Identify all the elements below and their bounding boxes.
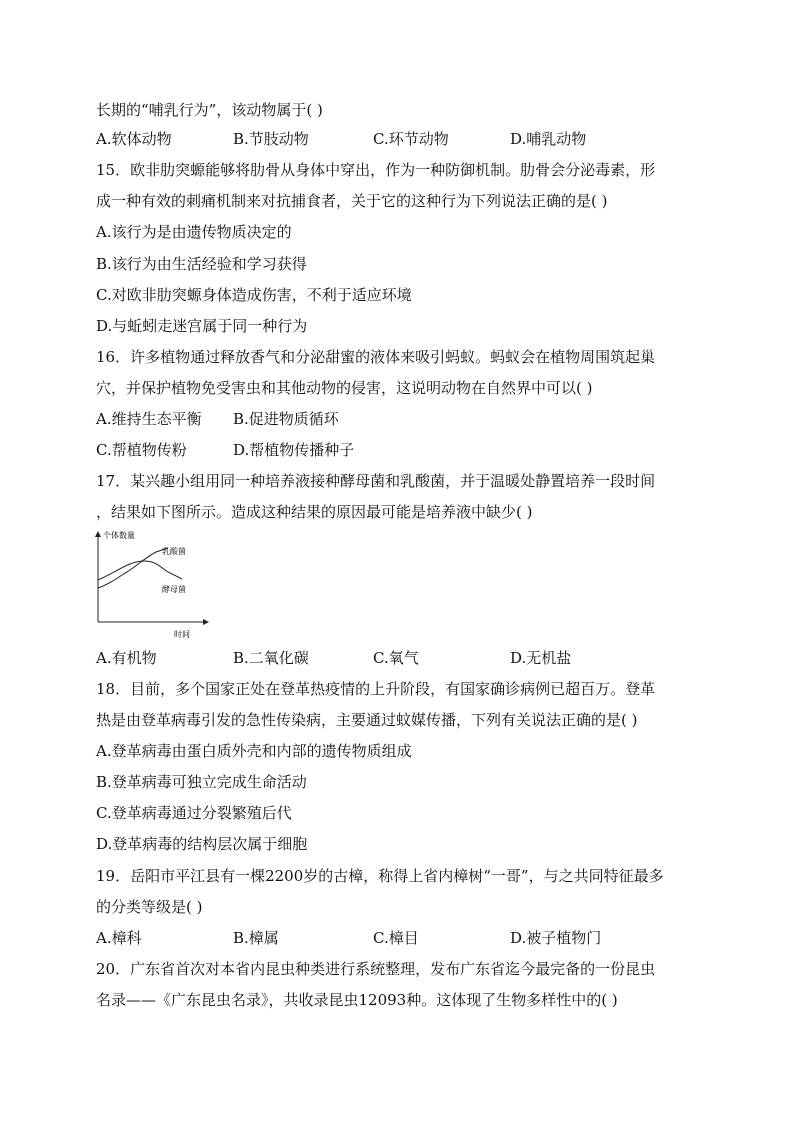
q17-option-a[interactable]: A.有机物 [96,649,157,667]
q19-stem-line2: 的分类等级是( ) [96,898,203,916]
q15-option-c[interactable]: C.对欧非肋突螈身体造成伤害，不利于适应环境 [96,286,412,304]
q17-option-c[interactable]: C.氧气 [373,649,419,667]
q18-stem-line1: 18．目前，多个国家正处在登革热疫情的上升阶段，有国家确诊病例已超百万。登革 [96,680,656,698]
q19-option-c[interactable]: C.樟目 [373,929,419,947]
q18-option-b[interactable]: B.登革病毒可独立完成生命活动 [96,773,307,791]
q16-option-a[interactable]: A.维持生态平衡 [96,410,202,428]
q15-option-a[interactable]: A.该行为是由遗传物质决定的 [96,223,292,241]
q17-stem-line1: 17．某兴趣小组用同一种培养液接种酵母菌和乳酸菌，并于温暖处静置培养一段时间 [96,472,656,490]
q16-option-d[interactable]: D.帮植物传播种子 [233,441,355,459]
q17-option-b[interactable]: B.二氧化碳 [233,649,309,667]
q18-option-a[interactable]: A.登革病毒由蛋白质外壳和内部的遗传物质组成 [96,742,412,760]
q17-stem-line2: ，结果如下图所示。造成这种结果的原因最可能是培养液中缺少( ) [96,503,533,521]
series-line-lactic [98,548,168,588]
q20-stem-line2: 名录——《广东昆虫名录》，共收录昆虫12093种。这体现了生物多样性中的( ) [96,991,618,1009]
series-label-lactic: 乳酸菌 [162,547,186,556]
q14-option-b[interactable]: B.节肢动物 [233,130,309,148]
q14-stem-tail: 长期的“哺乳行为”，该动物属于( ) [96,101,323,119]
q19-option-b[interactable]: B.樟属 [233,929,279,947]
q14-option-c[interactable]: C.环节动物 [373,130,449,148]
series-line-yeast [98,561,182,580]
q15-stem-line2: 成一种有效的刺痛机制来对抗捕食者，关于它的这种行为下列说法正确的是( ) [96,192,608,210]
y-axis-label: 个体数量 [103,531,135,540]
q18-option-d[interactable]: D.登革病毒的结构层次属于细胞 [96,835,308,853]
q20-stem-line1: 20．广东省首次对本省内昆虫种类进行系统整理，发布广东省迄今最完备的一份昆虫 [96,960,656,978]
q16-stem-line1: 16．许多植物通过释放香气和分泌甜蜜的液体来吸引蚂蚁。蚂蚁会在植物周围筑起巢 [96,348,656,366]
q15-option-b[interactable]: B.该行为由生活经验和学习获得 [96,255,307,273]
q18-stem-line2: 热是由登革病毒引发的急性传染病，主要通过蚊媒传播，下列有关说法正确的是( ) [96,711,638,729]
q14-option-a[interactable]: A.软体动物 [96,130,172,148]
q19-stem-line1: 19．岳阳市平江县有一棵2200岁的古樟，称得上省内樟树“一哥”，与之共同特征最多 [96,867,664,885]
q16-option-c[interactable]: C.帮植物传粉 [96,441,187,459]
q17-option-d[interactable]: D.无机盐 [510,649,572,667]
q19-option-a[interactable]: A.樟科 [96,929,142,947]
q16-stem-line2: 穴，并保护植物免受害虫和其他动物的侵害，这说明动物在自然界中可以( ) [96,379,593,397]
series-label-yeast: 酵母菌 [162,585,186,594]
q15-option-d[interactable]: D.与蚯蚓走迷宫属于同一种行为 [96,317,308,335]
q19-option-d[interactable]: D.被子植物门 [510,929,602,947]
q16-option-b[interactable]: B.促进物质循环 [233,410,339,428]
q15-stem-line1: 15．欧非肋突螈能够将肋骨从身体中穿出，作为一种防御机制。肋骨会分泌毒素，形 [96,161,656,179]
q18-option-c[interactable]: C.登革病毒通过分裂繁殖后代 [96,804,292,822]
x-axis-label: 时间 [174,630,190,639]
q14-option-d[interactable]: D.哺乳动物 [510,130,587,148]
growth-curve-figure [92,528,212,644]
